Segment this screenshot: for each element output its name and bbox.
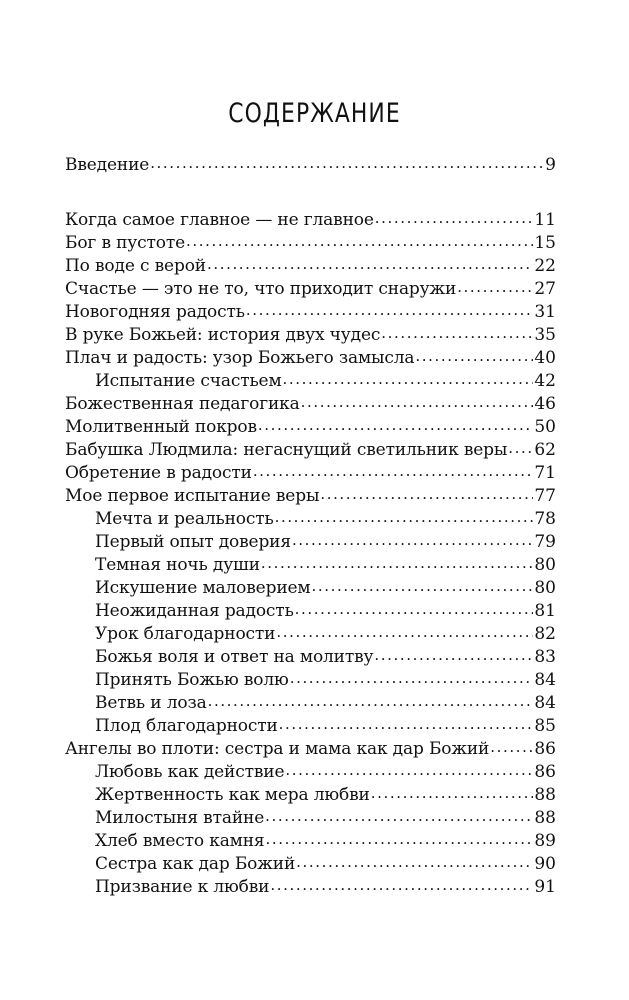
toc-entry-page-number: 50 <box>534 417 556 437</box>
toc-entry-page-number: 78 <box>534 509 556 529</box>
toc-leader-dots <box>208 690 534 713</box>
toc-leader-dots <box>295 598 534 621</box>
toc-entry-title: Хлеб вместо камня <box>95 831 265 851</box>
toc-entry-title: Искушение маловерием <box>95 578 311 598</box>
toc-entry <box>65 370 556 393</box>
toc-entry-page-number: 88 <box>534 808 556 828</box>
toc-leader-dots <box>186 230 533 253</box>
toc-entry-page-number: 89 <box>534 831 556 851</box>
toc-leader-dots <box>320 483 533 506</box>
toc-entry-title: Бог в пустоте <box>65 233 186 253</box>
toc-entry <box>65 462 556 485</box>
toc-leader-dots <box>279 713 534 736</box>
toc-leader-dots <box>207 253 533 276</box>
toc-entry-page-number: 40 <box>534 348 556 368</box>
toc-entry-page-number: 62 <box>534 440 556 460</box>
toc-leader-dots <box>265 805 533 828</box>
toc-entry-page-number: 81 <box>534 601 556 621</box>
toc-entry <box>65 577 556 600</box>
toc-entry-title: Новогодняя радость <box>65 302 245 322</box>
toc-entry-page-number: 91 <box>534 877 556 897</box>
toc-entry <box>65 154 556 177</box>
toc-entry-page-number: 80 <box>534 578 556 598</box>
toc-entry-page-number: 15 <box>534 233 556 253</box>
toc-leader-dots <box>270 874 533 897</box>
toc-entry-title: Милостыня втайне <box>95 808 265 828</box>
toc-entry-title: Когда самое главное — не главное <box>65 210 374 230</box>
toc-entry-title: Жертвенность как мера любви <box>95 785 370 805</box>
toc-entry <box>65 600 556 623</box>
toc-entry-page-number: 71 <box>534 463 556 483</box>
toc-entry <box>65 623 556 646</box>
toc-entry-page-number: 82 <box>534 624 556 644</box>
toc-leader-dots <box>508 437 533 460</box>
toc-entry <box>65 807 556 830</box>
toc-entry-page-number: 11 <box>534 210 556 230</box>
toc-leader-dots <box>266 828 534 851</box>
toc-entry <box>65 439 556 462</box>
toc-entry-title: Счастье — это не то, что приходит снаружи <box>65 279 457 299</box>
toc-entry-page-number: 35 <box>534 325 556 345</box>
toc-entry-page-number: 79 <box>534 532 556 552</box>
toc-entry-page-number: 80 <box>534 555 556 575</box>
toc-entry-title: Божья воля и ответ на молитву <box>95 647 374 667</box>
toc-entry <box>65 508 556 531</box>
toc-entry <box>65 324 556 347</box>
toc-leader-dots <box>283 368 534 391</box>
toc-leader-dots <box>296 851 533 874</box>
toc-leader-dots <box>375 207 534 230</box>
toc-entry-title: Обретение в радости <box>65 463 252 483</box>
toc-entry-title: Призвание к любви <box>95 877 270 897</box>
toc-entry-title: Испытание счастьем <box>95 371 282 391</box>
toc-entry <box>65 784 556 807</box>
toc-entry-title: Неожиданная радость <box>95 601 294 621</box>
toc-entry-page-number: 22 <box>534 256 556 276</box>
toc-leader-dots <box>150 152 544 175</box>
toc-leader-dots <box>258 414 533 437</box>
toc-entry-title: Плач и радость: узор Божьего замысла <box>65 348 415 368</box>
toc-leader-dots <box>261 552 533 575</box>
toc-entry <box>65 393 556 416</box>
toc-leader-dots <box>246 299 534 322</box>
toc-entry-title: Мечта и реальность <box>95 509 274 529</box>
toc-entry-title: В руке Божьей: история двух чудес <box>65 325 381 345</box>
toc-entry-title: Божественная педагогика <box>65 394 300 414</box>
toc-entry-page-number: 86 <box>534 762 556 782</box>
toc-entry-title: Плод благодарности <box>95 716 278 736</box>
toc-leader-dots <box>292 529 533 552</box>
toc-entry-title: Бабушка Людмила: негаснущий светильник веры <box>65 440 508 460</box>
toc-entry <box>65 830 556 853</box>
toc-entry-title: Молитвенный покров <box>65 417 257 437</box>
toc-leader-dots <box>415 345 533 368</box>
toc-entry-title: Ангелы во плоти: сестра и мама как дар Божий <box>65 739 490 759</box>
toc-entry <box>65 554 556 577</box>
toc-entry-page-number: 77 <box>534 486 556 506</box>
toc-entry <box>65 876 556 899</box>
toc-entry-title: Сестра как дар Божий <box>95 854 296 874</box>
toc-entry-page-number: 86 <box>534 739 556 759</box>
toc-entry-page-number: 84 <box>534 693 556 713</box>
toc-leader-dots <box>371 782 534 805</box>
toc-entry <box>65 232 556 255</box>
toc-entry-title: Любовь как действие <box>95 762 285 782</box>
toc-entry <box>65 715 556 738</box>
toc-leader-dots <box>276 621 533 644</box>
toc-entry <box>65 692 556 715</box>
toc-entry-page-number: 84 <box>534 670 556 690</box>
toc-entry <box>65 531 556 554</box>
toc-leader-dots <box>312 575 534 598</box>
toc-entry-title: Принять Божью волю <box>95 670 289 690</box>
toc-leader-dots <box>490 736 533 759</box>
toc-leader-dots <box>290 667 534 690</box>
toc-entry <box>65 301 556 324</box>
toc-entry <box>65 255 556 278</box>
toc-entry-page-number: 42 <box>534 371 556 391</box>
toc-leader-dots <box>275 506 534 529</box>
toc-entry <box>65 738 556 761</box>
toc-leader-dots <box>374 644 533 667</box>
toc-entry <box>65 669 556 692</box>
toc-entry <box>65 347 556 370</box>
toc-entry-page-number: 27 <box>534 279 556 299</box>
toc-entry-page-number: 83 <box>534 647 556 667</box>
toc-entry-page-number: 88 <box>534 785 556 805</box>
toc-entry-page-number: 31 <box>534 302 556 322</box>
toc-entry-title: По воде с верой <box>65 256 206 276</box>
toc-entry-page-number: 90 <box>534 854 556 874</box>
toc-entry-title: Ветвь и лоза <box>95 693 207 713</box>
toc-leader-dots <box>301 391 534 414</box>
toc-entry-title: Мое первое испытание веры <box>65 486 320 506</box>
toc-leader-dots <box>457 276 533 299</box>
toc-entry-page-number: 46 <box>534 394 556 414</box>
toc-entry <box>65 646 556 669</box>
toc-entry-title: Темная ночь души <box>95 555 260 575</box>
toc-entry-title: Первый опыт доверия <box>95 532 291 552</box>
toc-entry-title: Введение <box>65 155 150 175</box>
toc-entry <box>65 416 556 439</box>
toc-entry <box>65 278 556 301</box>
toc-entry <box>65 853 556 876</box>
toc-entry <box>65 761 556 784</box>
toc-leader-dots <box>285 759 533 782</box>
page-title: СОДЕРЖАНИЕ <box>228 98 401 129</box>
toc-entry <box>65 209 556 232</box>
toc-entry-page-number: 9 <box>545 155 556 175</box>
toc-entry-page-number: 85 <box>534 716 556 736</box>
toc-entry-title: Урок благодарности <box>95 624 276 644</box>
toc-leader-dots <box>381 322 533 345</box>
toc-leader-dots <box>253 460 534 483</box>
toc-entry <box>65 485 556 508</box>
